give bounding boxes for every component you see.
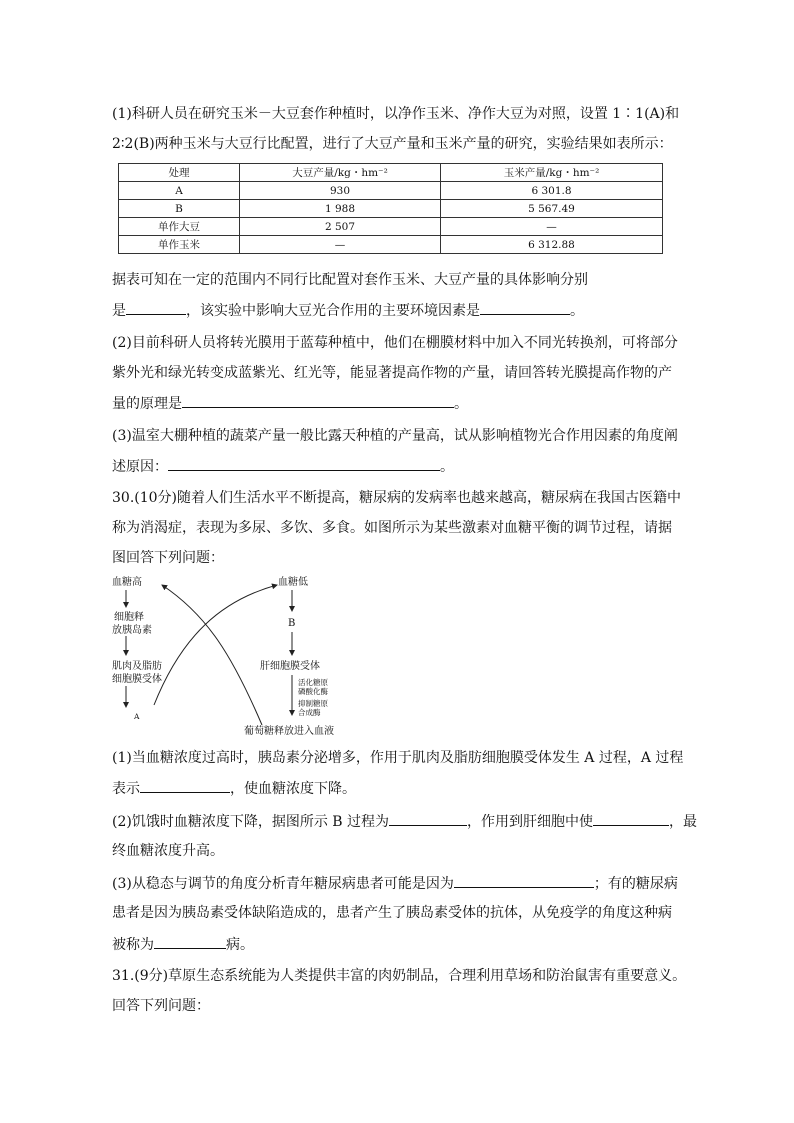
table-cell: 单作玉米 [119, 236, 240, 254]
label-receptor: 细胞膜受体 [112, 674, 162, 685]
q30-line3: 图回答下列问题： [112, 550, 224, 566]
answer-blank[interactable] [140, 778, 230, 793]
q29-p1-after2 [112, 300, 682, 321]
label-inhibit-2: 合成酶 [298, 708, 321, 717]
answer-blank[interactable] [593, 811, 669, 826]
q29-p1-line1: (1)科研人员在研究玉米－大豆套作种植时，以净作玉米、净作大豆为对照，设置 1∶1(A)和 [112, 106, 680, 122]
q29-p3-line1: (3)温室大棚种植的蔬菜产量一般比露天种植的产量高，试从影响植物光合作用因素的角度阐 [112, 428, 678, 444]
label-insulin: 放胰岛素 [112, 625, 152, 636]
text-span: ，最 [669, 814, 698, 830]
q30-s2-line1 [112, 811, 698, 832]
text-span: 被称为 [112, 937, 154, 953]
label-liver-receptor: 肝细胞膜受体 [260, 661, 320, 672]
q30-s3-line3 [112, 934, 682, 955]
table-cell: B [119, 200, 240, 218]
q30-line2: 称为消渴症，表现为多尿、多饮、多食。如图所示为某些激素对血糖平衡的调节过程，请据 [112, 520, 672, 536]
curve-to-high [162, 585, 262, 725]
answer-blank[interactable] [168, 456, 440, 471]
q29-p3-line2 [112, 456, 682, 477]
table-cell: 单作大豆 [119, 218, 240, 236]
text-span: ，该实验中影响大豆光合作用的主要环境因素是 [186, 303, 480, 319]
table-cell: 2 507 [240, 218, 441, 236]
table-cell: — [240, 236, 441, 254]
label-low-sugar: 血糖低 [278, 577, 308, 588]
answer-blank[interactable] [182, 393, 454, 408]
label-inhibit-1: 抑制糖原 [298, 699, 328, 708]
q29-p2-line2: 紫外光和绿光转变成蓝紫光、红光等，能显著提高作物的产量，请回答转光膜提高作物的产 [112, 365, 672, 381]
text-span: ，使血糖浓度下降。 [230, 781, 356, 797]
table-header-cell: 玉米产量/kg・hm⁻² [441, 164, 663, 182]
q30-s1-line2 [112, 778, 682, 799]
q30-s3-line1 [112, 873, 682, 894]
q29-p1-after1: 据表可知在一定的范围内不同行比配置对套作玉米、大豆产量的具体影响分别 [112, 272, 588, 288]
text-span: 量的原理是 [112, 396, 182, 412]
answer-blank[interactable] [389, 811, 467, 826]
table-cell: 5 567.49 [441, 200, 663, 218]
label-high-sugar: 血糖高 [112, 577, 142, 588]
q31-line1: 31.(9分)草原生态系统能为人类提供丰富的肉奶制品，合理利用草场和防治鼠害有重要意义。 [112, 968, 687, 984]
text-span: (3)从稳态与调节的角度分析青年糖尿病患者可能是因为 [112, 876, 454, 892]
table-cell: 6 301.8 [441, 182, 663, 200]
text-span: 述原因： [112, 459, 168, 475]
label-cell-release: 细胞释 [114, 612, 144, 623]
text-span: 。 [454, 396, 468, 412]
q30-s2-line2: 终血糖浓度升高。 [112, 843, 224, 859]
table-cell: 6 312.88 [441, 236, 663, 254]
q31-line2: 回答下列问题： [112, 998, 210, 1014]
q29-p2-line1: (2)目前科研人员将转光膜用于蓝莓种植中，他们在棚膜材料中加入不同光转换剂，可将部分 [112, 335, 678, 351]
answer-blank[interactable] [480, 300, 570, 315]
answer-blank[interactable] [126, 300, 186, 315]
table-row [119, 182, 663, 200]
curve-to-low [154, 585, 277, 705]
table-header-cell: 处理 [119, 164, 240, 182]
yield-table [118, 163, 663, 254]
text-span: 表示 [112, 781, 140, 797]
q30-s1-line1: (1)当血糖浓度过高时，胰岛素分泌增多，作用于肌肉及脂肪细胞膜受体发生 A 过程，A 过程 [112, 750, 684, 766]
answer-blank[interactable] [454, 873, 594, 888]
table-row [119, 200, 663, 218]
table-header-cell: 大豆产量/kg・hm⁻² [240, 164, 441, 182]
table-cell: — [441, 218, 663, 236]
text-span: ，作用到肝细胞中使 [467, 814, 594, 830]
table-cell: 1 988 [240, 200, 441, 218]
table-row [119, 236, 663, 254]
q29-p1-line2: 2∶2(B)两种玉米与大豆行比配置，进行了大豆产量和玉米产量的研究，实验结果如表所示： [112, 136, 673, 152]
table-header-row [119, 164, 663, 182]
text-span: 。 [570, 303, 584, 319]
table-cell: 930 [240, 182, 441, 200]
answer-blank[interactable] [154, 934, 226, 949]
q30-s3-line2: 患者是因为胰岛素受体缺陷造成的，患者产生了胰岛素受体的抗体，从免疫学的角度这种病 [112, 905, 672, 921]
label-glucose-release: 葡萄糖释放进入血液 [244, 726, 334, 737]
text-span: 是 [112, 303, 126, 319]
q30-line1: 30.(10分)随着人们生活水平不断提高，糖尿病的发病率也越来越高，糖尿病在我国古医籍中 [112, 490, 682, 506]
blood-sugar-diagram [112, 575, 372, 745]
label-activate-1: 活化糖原 [298, 678, 328, 687]
text-span: (2)饥饿时血糖浓度下降，据图所示 B 过程为 [112, 814, 390, 830]
q29-p2-line3 [112, 393, 682, 414]
text-span: 病。 [226, 937, 254, 953]
text-span: 。 [440, 459, 454, 475]
label-a: A [134, 712, 140, 721]
label-b: B [288, 618, 296, 629]
label-activate-2: 磷酸化酶 [298, 687, 328, 696]
label-muscle-fat: 肌肉及脂肪 [112, 661, 162, 672]
table-row [119, 218, 663, 236]
table-cell: A [119, 182, 240, 200]
text-span: ；有的糖尿病 [593, 876, 678, 892]
diagram-arrows [112, 575, 372, 745]
